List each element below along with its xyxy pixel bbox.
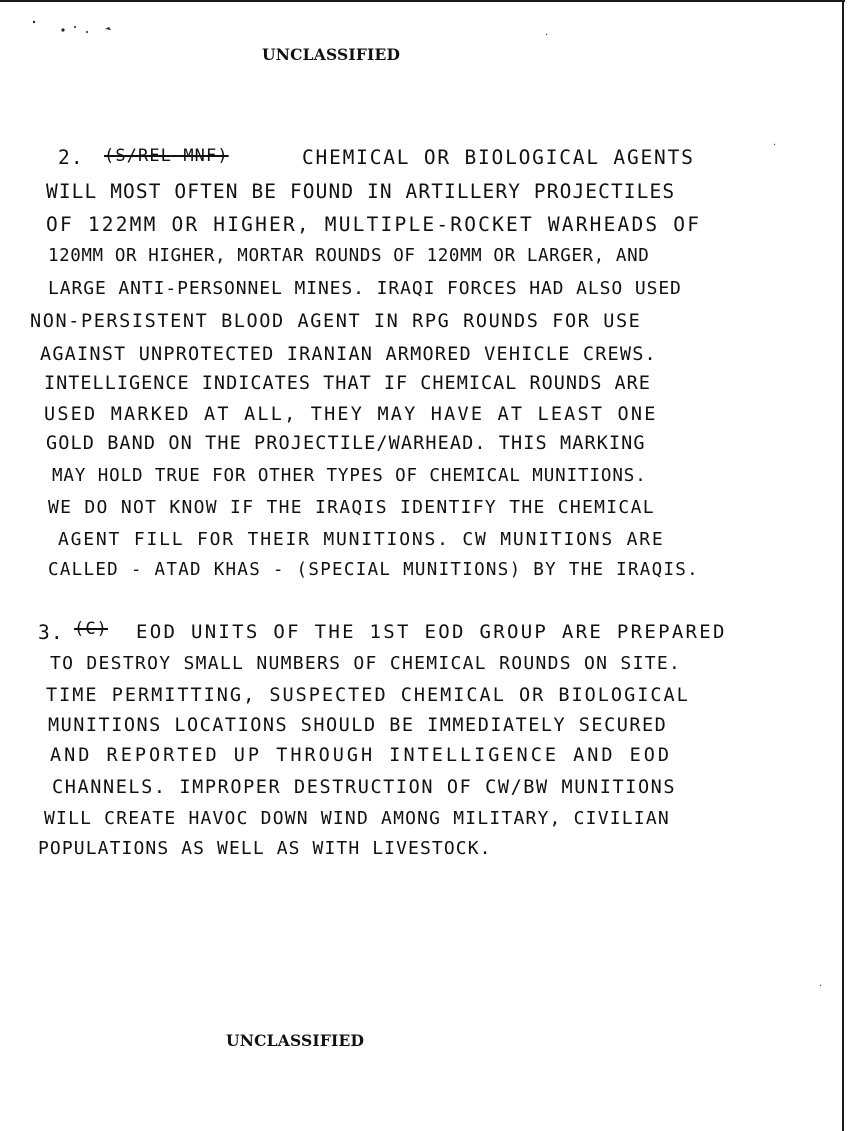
paragraph-2-line-10: GOLD BAND ON THE PROJECTILE/WARHEAD. THIS MARKING (46, 433, 646, 454)
paragraph-2-number: 2. (58, 146, 84, 169)
classification-footer: UNCLASSIFIED (226, 1031, 365, 1050)
paragraph-3-line-4: MUNITIONS LOCATIONS SHOULD BE IMMEDIATELY SECURED (48, 715, 668, 736)
paragraph-2-line-6: NON-PERSISTENT BLOOD AGENT IN RPG ROUNDS FOR USE (30, 311, 642, 332)
paragraph-2-line-13: AGENT FILL FOR THEIR MUNITIONS. CW MUNITIONS ARE (58, 529, 665, 550)
classification-header: UNCLASSIFIED (262, 45, 401, 64)
paragraph-2-line-14: CALLED - ATAD KHAS - (SPECIAL MUNITIONS) BY THE IRAQIS. (48, 560, 699, 580)
paragraph-3-line-6: CHANNELS. IMPROPER DESTRUCTION OF CW/BW MUNITIONS (52, 777, 677, 798)
paragraph-2-line-3: OF 122MM OR HIGHER, MULTIPLE-ROCKET WARHEADS OF (46, 213, 702, 236)
paragraph-2-line-8: INTELLIGENCE INDICATES THAT IF CHEMICAL ROUNDS ARE (44, 373, 651, 394)
paragraph-3-number: 3. (38, 621, 64, 644)
paragraph-2-line-1: CHEMICAL OR BIOLOGICAL AGENTS (302, 146, 695, 169)
stray-mark: · (819, 981, 823, 992)
paragraph-3-line-7: WILL CREATE HAVOC DOWN WIND AMONG MILITARY, CIVILIAN (44, 808, 670, 829)
scan-margin-right (845, 0, 850, 1131)
stray-mark: · (773, 140, 777, 151)
stray-mark: · (545, 30, 549, 41)
paragraph-2-line-12: WE DO NOT KNOW IF THE IRAQIS IDENTIFY THE CHEMICAL (48, 497, 655, 518)
paragraph-3-line-1: EOD UNITS OF THE 1ST EOD GROUP ARE PREPARED (136, 621, 727, 643)
scan-specks (30, 8, 120, 38)
paragraph-2-line-9: USED MARKED AT ALL, THEY MAY HAVE AT LEAST ONE (44, 404, 658, 425)
paragraph-2-line-7: AGAINST UNPROTECTED IRANIAN ARMORED VEHICLE CREWS. (40, 344, 657, 365)
paragraph-3-line-5: AND REPORTED UP THROUGH INTELLIGENCE AND EOD (50, 745, 673, 766)
scan-edge-top (0, 0, 850, 2)
paragraph-3-line-2: TO DESTROY SMALL NUMBERS OF CHEMICAL ROUNDS ON SITE. (50, 653, 682, 674)
paragraph-2-struck-marking: (S/REL MNF) (104, 146, 229, 166)
paragraph-2-line-5: LARGE ANTI-PERSONNEL MINES. IRAQI FORCES HAD ALSO USED (48, 278, 682, 299)
paragraph-2-line-4: 120MM OR HIGHER, MORTAR ROUNDS OF 120MM OR LARGER, AND (48, 246, 650, 266)
paragraph-2-line-2: WILL MOST OFTEN BE FOUND IN ARTILLERY PROJECTILES (46, 180, 676, 203)
scan-edge-right (842, 0, 844, 1131)
paragraph-3-line-3: TIME PERMITTING, SUSPECTED CHEMICAL OR BIOLOGICAL (46, 685, 690, 706)
paragraph-3-line-8: POPULATIONS AS WELL AS WITH LIVESTOCK. (38, 838, 492, 859)
paragraph-3-struck-marking: (C) (74, 619, 109, 639)
paragraph-2-line-11: MAY HOLD TRUE FOR OTHER TYPES OF CHEMICAL MUNITIONS. (52, 466, 647, 486)
